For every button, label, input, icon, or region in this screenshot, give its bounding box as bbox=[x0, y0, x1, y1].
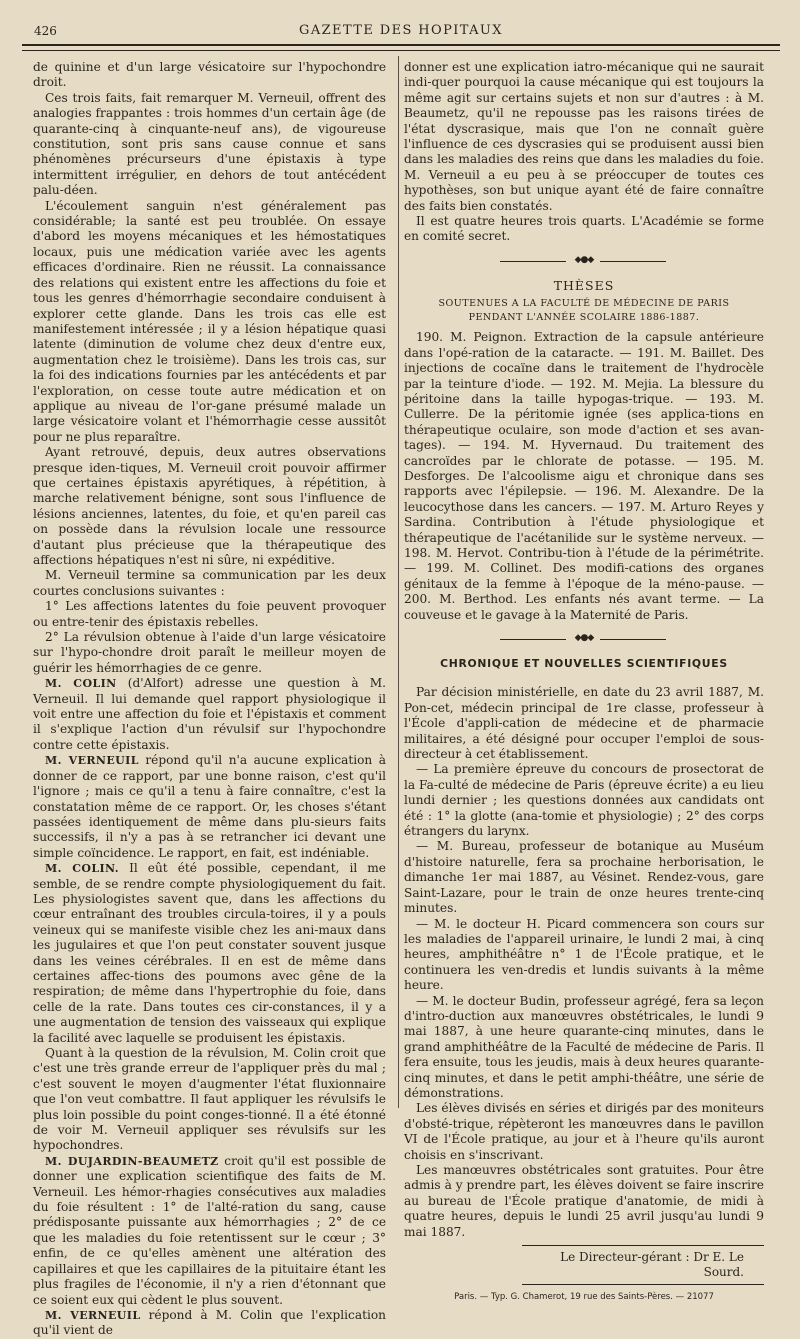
speaker-name: M. COLIN. bbox=[45, 862, 120, 876]
paragraph: de quinine et d'un large vésicatoire sur l'hypochondre droit. bbox=[33, 60, 386, 90]
paragraph: M. Verneuil termine sa communication par les deux courtes conclusions suivantes : bbox=[33, 568, 386, 598]
news-item: — La première épreuve du concours de prosectorat de la Fa-culté de médecine de Paris (épreuve écrite) a eu lieu lundi dernier ; les questions données aux candidats ont été : 1° la glotte (ana-tomie et physiologie) ; 2° des corps étrangers du larynx. bbox=[404, 762, 764, 839]
news-item: Par décision ministérielle, en date du 23 avril 1887, M. Pon-cet, médecin principal de 1re classe, professeur à l'École d'appli-cation de médecine et de pharmacie militaires, a été désigné pour occuper l'emploi de sous-directeur à cet établissement. bbox=[404, 685, 764, 762]
speaker-paragraph bbox=[33, 676, 386, 753]
theses-subheading-line: PENDANT L'ANNÉE SCOLAIRE 1886-1887. bbox=[468, 311, 700, 323]
header-rule-thin bbox=[22, 50, 780, 51]
paragraph: donner est une explication iatro-mécanique qui ne saurait indi-quer pourquoi la cause mécanique qui est toujours la même agit sur certains sujets et non sur d'autres : à M. Beaumetz, qu'il ne repousse pas les raisons tirées de l'état dyscrasique, mais que l'on ne connaît guère l'influence de ces dyscrasies qui se produisent aussi bien dans les maladies des reins que dans les maladies du foie. M. Verneuil a eu peu à se préoccuper de toutes ces hypothèses, son but unique ayant été de faire connaître des faits bien constatés. bbox=[404, 60, 764, 213]
paragraph: Ces trois faits, fait remarquer M. Verneuil, offrent des analogies frappantes : trois hommes d'un certain âge (de quarante-cinq à cinquante-neuf ans), de vigoureuse constitution, sont pris sans cause connue et sans phénomènes précurseurs d'une épistaxis à type intermittent irrégulier, en dehors de tout antécédent palu-déen. bbox=[33, 90, 386, 198]
theses-list: 190. M. Peignon. Extraction de la capsule antérieure dans l'opé-ration de la cataracte. — 191. M. Baillet. Des injections de cocaïne dans le traitement de l'hydrocèle par la teinture d'iode. — 192. M. Mejia. La blessure du péritoine dans la taille hypogas-trique. — 193. M. Cullerre. De la péritomie ignée (ses applica-tions en thérapeutique oculaire, son mode d'action et ses avan-tages). — 194. M. Hyvernaud. Du traitement des cancroïdes par le chlorate de potasse. — 195. M. Desforges. De l'alcoolisme aigu et chronique dans ses rapports avec l'épilepsie. — 196. M. Alexandre. De la leucocythose dans les cancers. — 197. M. Arturo Reyes y Sardina. Contribution à l'étude physiologique et thérapeutique de l'acétanilide sur le système nerveux. — 198. M. Hervot. Contribu-tion à l'étude de la périmétrite. — 199. M. Collinet. Des modifi-cations des organes génitaux de la femme à l'époque de la méno-pause. — 200. M. Berthod. Les enfants nés avant terme. — La couveuse et le gavage à la Maternité de Paris. bbox=[404, 330, 764, 622]
paragraph: L'écoulement sanguin n'est généralement pas considérable; la santé est peu troublée. On essaye d'abord les moyens mécaniques et les hémostatiques locaux, puis une médication variée avec les agents efficaces d'ordinaire. Rien ne réussit. La connaissance des relations qui existent entre les affections du foie et tous les genres d'hémorrhagie secondaire conduisent à explorer cette glande. Dans les trois cas elle est manifestement intéressée ; il y a lésion hépatique quasi latente (diminution de volume chez deux d'entre eux, augmentation chez le troisième). Dans les trois cas, sur la foi des indications fournies par les antécédents et par l'exploration, on cesse toute autre médication et on applique au niveau de l'or-gane présumé malade un large vésicatoire volant et l'hémorrhagie cesse aussitôt pour ne plus reparaître. bbox=[33, 198, 386, 444]
section-ornament: ◆●◆ bbox=[404, 252, 764, 272]
news-item: — M. le docteur H. Picard commencera son cours sur les maladies de l'appareil urinaire, le lundi 2 mai, à cinq heures, amphithéâtre n° 1 de l'École pratique, et le continuera les ven-dredis et lundis suivants à la même heure. bbox=[404, 916, 764, 993]
column-divider bbox=[398, 56, 399, 1108]
speaker-name: M. VERNEUIL bbox=[45, 754, 139, 768]
paragraph: Il est quatre heures trois quarts. L'Académie se forme en comité secret. bbox=[404, 214, 764, 244]
running-title: GAZETTE DES HOPITAUX bbox=[299, 23, 503, 38]
news-item: — M. Bureau, professeur de botanique au Muséum d'histoire naturelle, fera sa prochaine herborisation, le dimanche 1er mai 1887, au Vésinet. Rendez-vous, gare Saint-Lazare, pour le train de onze heures trente-cinq minutes. bbox=[404, 839, 764, 916]
speaker-name: M. DUJARDIN-BEAUMETZ bbox=[45, 1154, 219, 1168]
news-item: Les élèves divisés en séries et dirigés par des moniteurs d'obsté-trique, répèteront les manœuvres dans le pavillon VI de l'École pratique, au jour et à l'heure qu'ils auront choisis en s'inscrivant. bbox=[404, 1101, 764, 1162]
chronicle-heading: CHRONIQUE ET NOUVELLES SCIENTIFIQUES bbox=[440, 657, 728, 670]
speaker-paragraph bbox=[33, 861, 386, 1046]
theses-subheading bbox=[404, 297, 764, 324]
right-column bbox=[404, 60, 764, 1305]
speaker-name: M. VERNEUIL bbox=[45, 1308, 141, 1322]
signature-line: Le Directeur-gérant : Dr E. Le Sourd. bbox=[522, 1245, 764, 1285]
speaker-paragraph bbox=[33, 753, 386, 861]
theses-heading: THÈSES bbox=[553, 277, 615, 293]
left-column bbox=[33, 60, 386, 1339]
speaker-text: croit qu'il est possible de donner une explication scientifique des faits de M. Verneuil. Les hémor-rhagies consécutives aux maladies du foie résultent : 1° de l'alté-ration du sang, cause prédisposante puissante aux hémorrhagies ; 2° de ce que les maladies du foie retentissent sur le cœur ; 3° enfin, de ce qu'elles amènent une altération des capillaires et que les capillaires de la pituitaire étant les plus fragiles de l'économie, il n'y a rien d'étonnant que ce soient eux qui cèdent le plus souvent. bbox=[33, 1153, 386, 1307]
theses-subheading-line: SOUTENUES A LA FACULTÉ DE MÉDECINE DE PARIS bbox=[438, 298, 730, 310]
paragraph: Quant à la question de la révulsion, M. Colin croit que c'est une très grande erreur de l'appliquer près du mal ; c'est souvent le moyen d'augmenter l'état fluxionnaire que l'on veut combattre. Il faut appliquer les révulsifs le plus loin possible du point conges-tionné. Il a été étonné de voir M. Verneuil appliquer ses révulsifs sur les hypochondres. bbox=[33, 1046, 386, 1153]
section-ornament: ◆●◆ bbox=[404, 630, 764, 650]
news-item: Les manœuvres obstétricales sont gratuites. Pour être admis à y prendre part, les élèves doivent se faire inscrire au bureau de l'École pratique d'anatomie, de midi à quatre heures, depuis le lundi 25 avril jusqu'au lundi 9 mai 1887. bbox=[404, 1163, 764, 1239]
paragraph: Ayant retrouvé, depuis, deux autres observations presque iden-tiques, M. Verneuil croit pouvoir affirmer que certaines épistaxis apyrétiques, à répétition, à marche relativement bénigne, sont sous l'influence de lésions anciennes, latentes, du foie, et qu'en pareil cas on possède dans la révulsion locale une ressource d'autant plus précieuse que la thérapeutique des affections hépatiques n'est ni sûre, ni expéditive. bbox=[33, 445, 386, 567]
speaker-text: répond à M. Colin que l'explication qu'il vient de bbox=[33, 1307, 386, 1338]
news-item: — M. le docteur Budin, professeur agrégé, fera sa leçon d'intro-duction aux manœuvres obstétricales, le lundi 9 mai 1887, à une heure quarante-cinq minutes, dans le grand amphithéâtre de la Faculté de médecine de Paris. Il fera ensuite, tous les jeudis, mais à deux heures quarante-cinq minutes, et dans le petit amphi-théâtre, une série de démonstrations. bbox=[404, 993, 764, 1100]
page-number: 426 bbox=[34, 24, 57, 38]
speaker-text: Il eût été possible, cependant, il me semble, de se rendre compte physiologiquement du fait. Les physiologistes savent que, dans les affections du cœur entraînant des troubles circula-toires, il y a pouls veineux qui se manifeste visible chez les ani-maux dans les jugulaires et que l'on peut constater souvent jusque dans les veines cérébrales. Il en est de même dans certaines affec-tions des poumons avec gêne de la respiration; de même dans l'hypertrophie du foie, dans celle de la rate. Dans toutes ces cir-constances, il y a une augmentation de tension des vaisseaux qui explique la facilité avec laquelle se produisent les épistaxis. bbox=[33, 861, 386, 1045]
speaker-text: (d'Alfort) adresse une question à M. Verneuil. Il lui demande quel rapport physiologique il voit entre une affection du foie et l'épistaxis et comment il s'explique l'action d'un révulsif sur l'hypochondre contre cette épistaxis. bbox=[33, 676, 387, 752]
speaker-paragraph bbox=[33, 1154, 386, 1308]
conclusion-2: 2° La révulsion obtenue à l'aide d'un large vésicatoire sur l'hypo-chondre droit paraît le meilleur moyen de guérir les hémorrhagies de ce genre. bbox=[33, 630, 386, 675]
speaker-name: M. COLIN bbox=[45, 677, 117, 691]
speaker-paragraph bbox=[33, 1308, 386, 1339]
header-rule-thick bbox=[22, 44, 780, 46]
conclusion-1: 1° Les affections latentes du foie peuvent provoquer ou entre-tenir des épistaxis rebelles. bbox=[33, 599, 386, 629]
page-header bbox=[22, 18, 780, 42]
speaker-text: répond qu'il n'a aucune explication à donner de ce rapport, par une bonne raison, c'est qu'il l'ignore ; mais ce qu'il a tenu à faire connaître, c'est la constatation même de ce rapport. Or, les choses s'étant passées identiquement de même dans plu-sieurs faits successifs, il n'y a pas à se retrancher ici devant une simple coïncidence. Le rapport, en fait, est indéniable. bbox=[33, 753, 386, 860]
printer-imprint: Paris. — Typ. G. Chamerot, 19 rue des Saints-Pères. — 21077 bbox=[454, 1291, 714, 1302]
